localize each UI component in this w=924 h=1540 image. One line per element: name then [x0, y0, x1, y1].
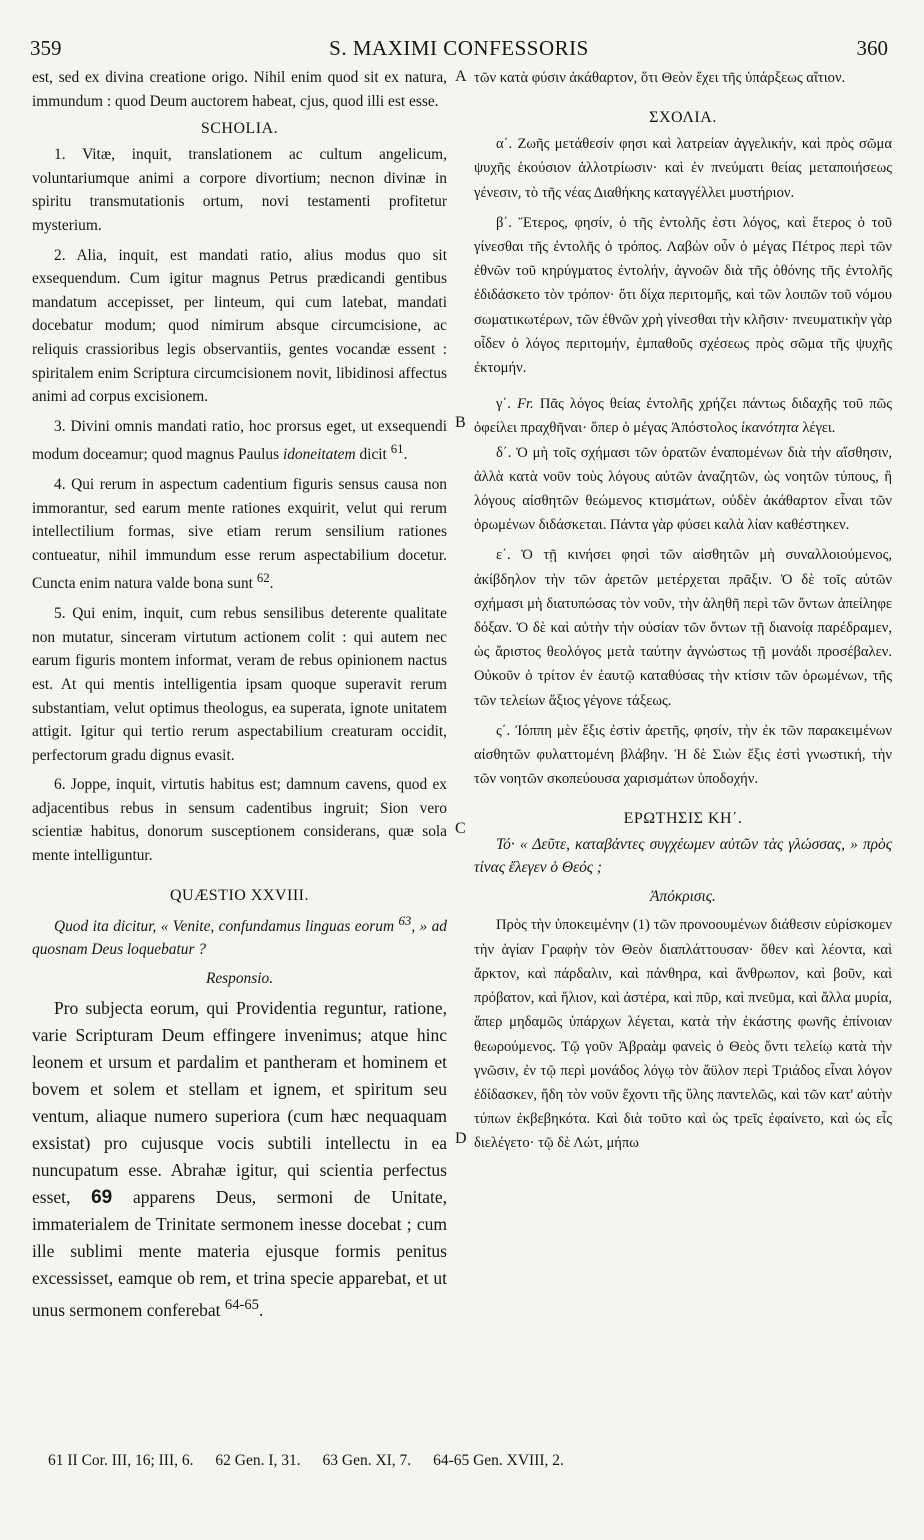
- footnote-ref: 63: [398, 913, 412, 928]
- greek-scholia-title: ΣΧΟΛΙΑ.: [649, 109, 717, 127]
- footnote-ref: 64-65: [224, 1296, 259, 1313]
- greek-responsio-text: Πρὸς τὴν ὑποκειμένην (1) τῶν προνοουμένων διάθεσιν εὑρίσκομεν τὴν ἁγίαν Γραφὴν τὸν Θεὸν διαπλάττουσαν· ὅθεν καὶ λέοντα, καὶ ἄρκτον, καὶ πάρδαλιν, καὶ πάνθηρα, καὶ ἄνθρωπον, καὶ βοῦν, καὶ πρόβατον, καὶ ἥλιον, καὶ ἀστέρα, καὶ πῦρ, καὶ πνεῦμα, καὶ ἄλλα μυρία, ἅπερ μηδαμῶς ὑπάρχων λέγεται, κατὰ τὴν ἑκάστης φωνῆς ἐπίνοιαν θεωρούμενος. Τῷ γοῦν Ἀβραὰμ φανεὶς ὁ Θεὸς ὄντι τελείῳ κατὰ τὴν γνῶσιν, ἐν τῷ περὶ μονάδος λόγῳ τὸν ἄϋλον περὶ Τριάδος εἶναι λόγον ἐδίδασκεν, ἤδη τὸν νοῦν ἔχοντι τῆς ὕλης παντελῶς, καὶ τῶν κατ' αὐτὴν τύπων ἐκβεβηκότα. Καὶ διὰ τοῦτο καὶ ὡς τρεῖς ἐφαίνετο, καὶ ὡς εἷς διελέγετο· τῷ δὲ Λώτ, μήπω: [474, 917, 892, 1152]
- running-header: [30, 36, 888, 62]
- latin-scholion-5: 5. Qui enim, inquit, cum rebus sensilibus deterente qualitate non mutatur, sinceram virtutum actionem colit : qui autem nec earum figuris montem informat, veram de rebus opinionem nactus est. At qui mentis intelligentia ipsam quoque superavit rerum substantiam, velut optimus theologus, ea superata, ignote unitatem attigit. Igitur qui tertio rerum aspectabilium creaturam occidit, perfectorum gradu dignus evasit.: [32, 605, 447, 764]
- footnote: 61 II Cor. III, 16; III, 6.: [48, 1452, 194, 1469]
- margin-letter-b: B: [455, 414, 466, 431]
- greek-scholion-4: δ΄. Ὁ μὴ τοῖς σχήμασι τῶν ὁρατῶν ἐναπομένων διὰ τὴν αἴσθησιν, ἀλλὰ κατὰ νοῦν τοὺς λόγους αὐτῶν ἀναζητῶν, ὡς νοητῶν τύπους, ἢ λόγους αἰσθητῶν θεώμενος κτισμάτων, οὐδὲν ἀκάθαρτον εἶναι τῶν ὁρωμένων διδάσκεται. Πάντα γὰρ φύσει καλὰ λίαν καθέστηκεν.: [474, 444, 892, 534]
- footnote-ref: 61: [390, 442, 404, 457]
- greek-question-text: Τό· « Δεῦτε, καταβάντες συγχέωμεν αὐτῶν τὰς γλώσσας, » πρὸς τίνας ἔλεγεν ὁ Θεός ;: [474, 836, 892, 877]
- latin-scholia-title: SCHOLIA.: [200, 120, 279, 138]
- latin-scholion-2: 2. Alia, inquit, est mandati ratio, alius modus quo sit exsequendum. Cum igitur magnus Petrus prædicandi gentibus mandatum accepisset, per linteum, qui cum latebat, mandati docebatur modum; quod nimirum absque circumcisione, ac reliquis crassioribus legis observantiis, gentes vocandæ essent : spiritalem enim Scriptura circumcisionem novit, libidinosi affectus animi ad corpus excisionem.: [32, 246, 447, 406]
- footnote: 63 Gen. XI, 7.: [322, 1452, 412, 1469]
- page-number-right: 360: [856, 36, 888, 60]
- footnote-ref: 62: [256, 571, 270, 586]
- latin-scholion-4: 4. Qui rerum in aspectum cadentium figuris sensus causa non immorantur, sed earum mente rationes exquirit, velut qui rerum intellectilium formas, sive etiam rerum sensilium rationes contueatur, nihil immundum esse rerum aspectabilium docetur. Cuncta enim natura valde bona sunt $^{62}$.: [32, 476, 447, 593]
- margin-letter-c: C: [455, 820, 466, 837]
- latin-scholion-1: 1. Vitæ, inquit, translationem ac cultum angelicum, voluntariumque animi a corpore divortium; necnon divinæ in spiritu transmutationis ortum, novi testamenti profitetur mysterium.: [32, 146, 447, 234]
- latin-question-title: QUÆSTIO XXVIII.: [169, 886, 310, 904]
- greek-question-title: ΕΡΩΤΗΣΙΣ ΚΗ΄.: [623, 810, 743, 828]
- greek-scholion-5: ε΄. Ὁ τῇ κινήσει φησὶ τῶν αἰσθητῶν μὴ συναλλοιούμενος, ἀκίβδηλον τὴν τῶν ἀρετῶν μετέρχεται πρᾶξιν. Ὁ δὲ τοῖς αὐτῶν σχήμασι μὴ διατυπώσας τὸν νοῦν, τὴν ἀληθῆ περὶ τῶν ὄντων ἀπείληφε δόξαν. Ὁ δὲ καὶ αὐτὴν τὴν οὐσίαν τῶν ὄντων τῇ διανοίᾳ παρέδραμεν, ὡς ἄριστος θεολόγος μετὰ ταύτην ἀγνώστως τῇ μονάδι προσέβαλεν. Οὐκοῦν ὁ τρίτον ἐν ἑαυτῷ καταθύσας τὴν κτίσιν τῶν ὁρωμένων, τῆς τῶν τελείων ἄξιος γέγονε τάξεως.: [474, 547, 892, 709]
- page-number-left: 359: [30, 36, 62, 60]
- greek-scholion-2: β΄. Ἕτερος, φησίν, ὁ τῆς ἐντολῆς ἐστι λόγος, καὶ ἕτερος ὁ τοῦ γίνεσθαι τῆς ἐντολῆς ὁ τρόπος. Λαβὼν οὖν ὁ μέγας Πέτρος περὶ τῶν ἐθνῶν τοῦ κηρύγματος ἐντολήν, ἀγνοῶν διὰ τῆς ὀθόνης τῆς ἐντολῆς ἐδιδάσκετο τὸν τρόπον· ὅτι δίχα περιτομῆς, καὶ τῶν λοιπῶν τοῦ νόμου σωματικωτέρων, τῶν ἐθνῶν χρὴ γίνεσθαι τὴν κλῆσιν· πνευματικὴν γὰρ οἶδεν ὁ λόγος περιτομήν, ἐμπαθοῦς σχέσεως πρὸς σῶμα τῆς ψυχῆς ἐκτομήν.: [474, 214, 892, 377]
- latin-question-text: Quod ita dicitur, « Venite, confundamus linguas eorum $^{63}$, » ad quosnam Deus loquebatur ?: [32, 913, 447, 958]
- latin-scholion-6: 6. Joppe, inquit, virtutis habitus est; damnum cavens, quod ex adjacentibus rebus in sensum cadentibus ingruit; Sion vero scientiæ habitus, donorum susceptionem considerans, quæ sola mente intelliguntur.: [32, 776, 447, 865]
- margin-letter-d: D: [455, 1130, 467, 1147]
- greek-intro: τῶν κατὰ φύσιν ἀκάθαρτον, ὅτι Θεὸν ἔχει τῆς ὑπάρξεως αἴτιον.: [474, 70, 846, 86]
- latin-responsio-title: Responsio.: [205, 969, 274, 987]
- margin-letter-a: A: [455, 68, 467, 85]
- greek-scholion-6: ς΄. Ἰόππη μὲν ἕξις ἐστὶν ἀρετῆς, φησίν, τὴν ἐκ τῶν παρακειμένων αἰσθητῶν φυλαττομένη βλάβην. Ἡ δὲ Σιὼν ἕξις ἐστὶ γνωστική, τὴν τῶν νοητῶν σκοπεύουσα χαρισμάτων ὑποδοχήν.: [474, 722, 892, 788]
- latin-intro: est, sed ex divina creatione origo. Nihil enim quod sit ex natura, immundum : quod Deum auctorem habeat, cjus, quod illi est esse.: [32, 69, 447, 110]
- column-number: 69: [91, 1186, 113, 1208]
- footnote: 62 Gen. I, 31.: [215, 1452, 301, 1469]
- footnote: 64-65 Gen. XVIII, 2.: [433, 1452, 564, 1469]
- greek-responsio-title: Ἀπόκρισις.: [650, 888, 716, 906]
- greek-column: [474, 66, 892, 1156]
- greek-scholion-1: α΄. Ζωῆς μετάθεσίν φησι καὶ λατρείαν ἀγγελικήν, καὶ πρὸς σῶμα ψυχῆς ἑκούσιον ἀλλοτρίωσιν· καὶ ἐν πνεύματι θείας μεταποιήσεως γένεσιν, τὸ τῆς νέας Διαθήκης καταγγέλλει μυστήριον.: [474, 136, 892, 201]
- latin-responsio-text: Pro subjecta eorum, qui Providentia reguntur, ratione, varie Scripturam Deum effingere invenimus; atque hinc leonem et ursum et pardalim et pantheram et hominem et bovem et solem et stellam et ignem, et spiritum seu ventum, aliaque numero superiora (cum hæc nequaquam exsistat) pro cujusque vocis subtili intellectu in ea nuncupatum esse. Abrahæ igitur, qui scientia perfectus esset, 69 apparens Deus, sermoni de Unitate, immaterialem de Trinitate sermonem inesse docebat ; cum ille sublimi mente materia ejusque formis penitus excessisset, eamque ob rem, et trina specie apparebat, et ut unus sermonem conferebat $^{64-65}$.: [32, 997, 448, 1320]
- footnotes: [48, 1452, 884, 1470]
- greek-scholion-3: γ΄. Fr. Πᾶς λόγος θείας ἐντολῆς χρήζει πάντως διδαχῆς τοῦ πῶς ὀφείλει πραχθῆναι· ὅπερ ὁ μέγας Ἀπόστολος ἱκανότητα λέγει.: [474, 396, 892, 437]
- latin-scholion-3: 3. Divini omnis mandati ratio, hoc prorsus eget, ut exsequendi modum doceamur; quod magnus Paulus idoneitatem dicit $^{61}$.: [32, 417, 447, 464]
- latin-column: [32, 66, 447, 1324]
- page-title: S. MAXIMI CONFESSORIS: [329, 36, 589, 60]
